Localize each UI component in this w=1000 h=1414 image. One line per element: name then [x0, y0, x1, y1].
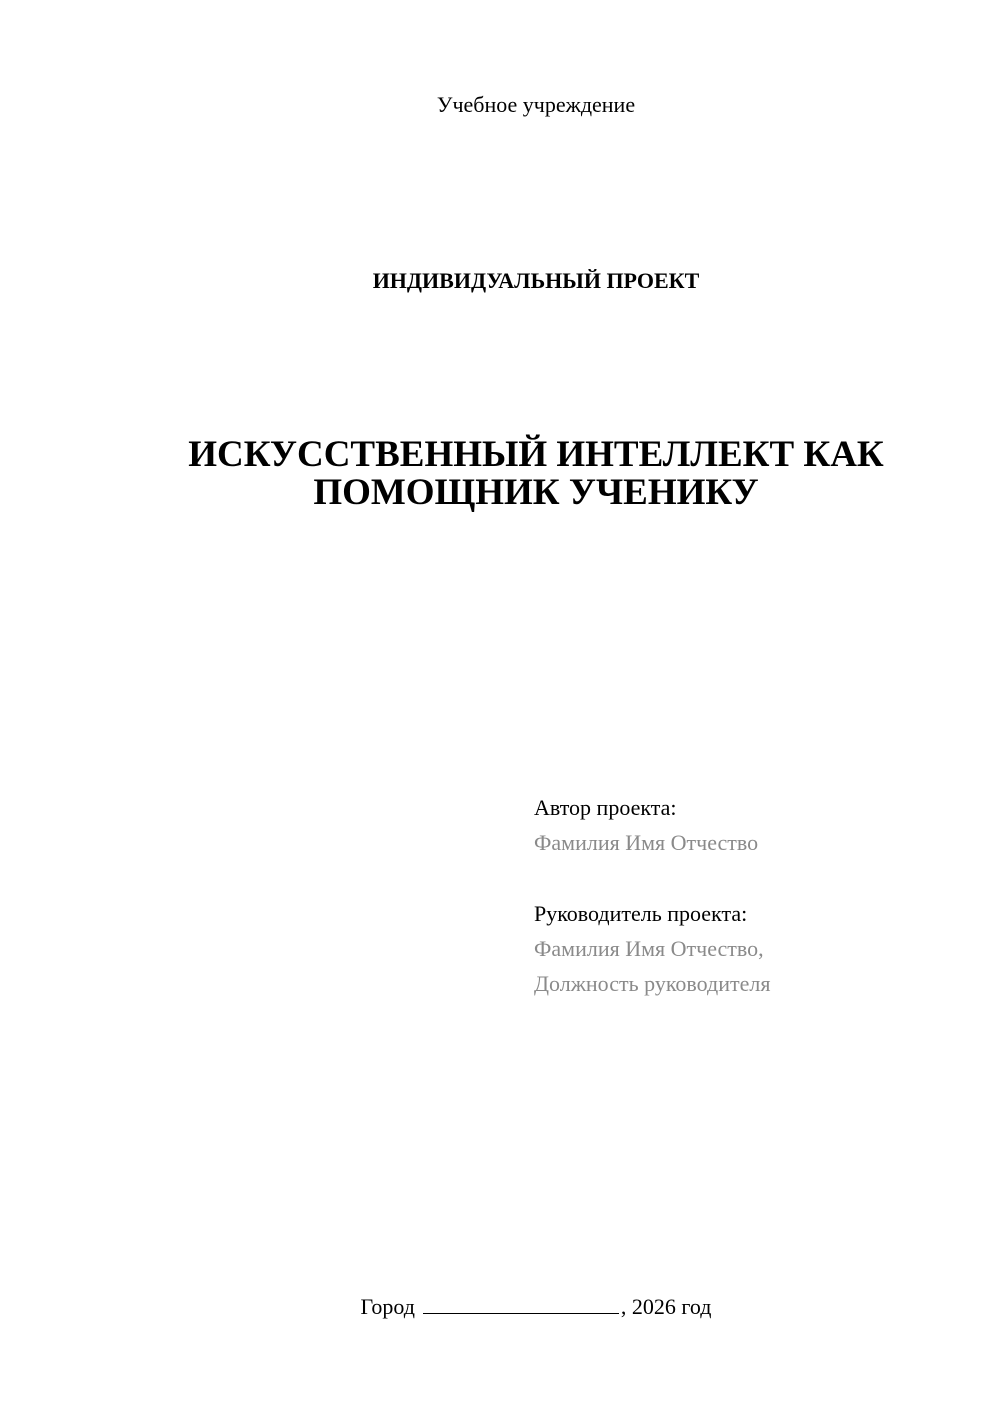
year-text: , 2026 год — [620, 1294, 712, 1319]
city-label: Город — [360, 1294, 415, 1319]
supervisor-position-placeholder: Должность руководителя — [534, 971, 771, 996]
credits-spacer — [534, 860, 974, 896]
project-type-heading: ИНДИВИДУАЛЬНЫЙ ПРОЕКТ — [372, 268, 700, 293]
author-name-placeholder: Фамилия Имя Отчество — [534, 830, 759, 855]
project-title-line-2: ПОМОЩНИК УЧЕНИКУ — [313, 472, 759, 513]
author-label: Автор проекта: — [534, 795, 677, 820]
credits-block — [534, 790, 974, 1001]
institution-name: Учебное учреждение — [436, 92, 636, 117]
city-year-line — [0, 1291, 1000, 1321]
project-title — [0, 436, 1000, 512]
supervisor-name-placeholder: Фамилия Имя Отчество, — [534, 936, 764, 961]
city-blank-underline — [423, 1291, 619, 1314]
project-title-line-1: ИСКУССТВЕННЫЙ ИНТЕЛЛЕКТ КАК — [188, 434, 884, 475]
supervisor-label: Руководитель проекта: — [534, 901, 748, 926]
